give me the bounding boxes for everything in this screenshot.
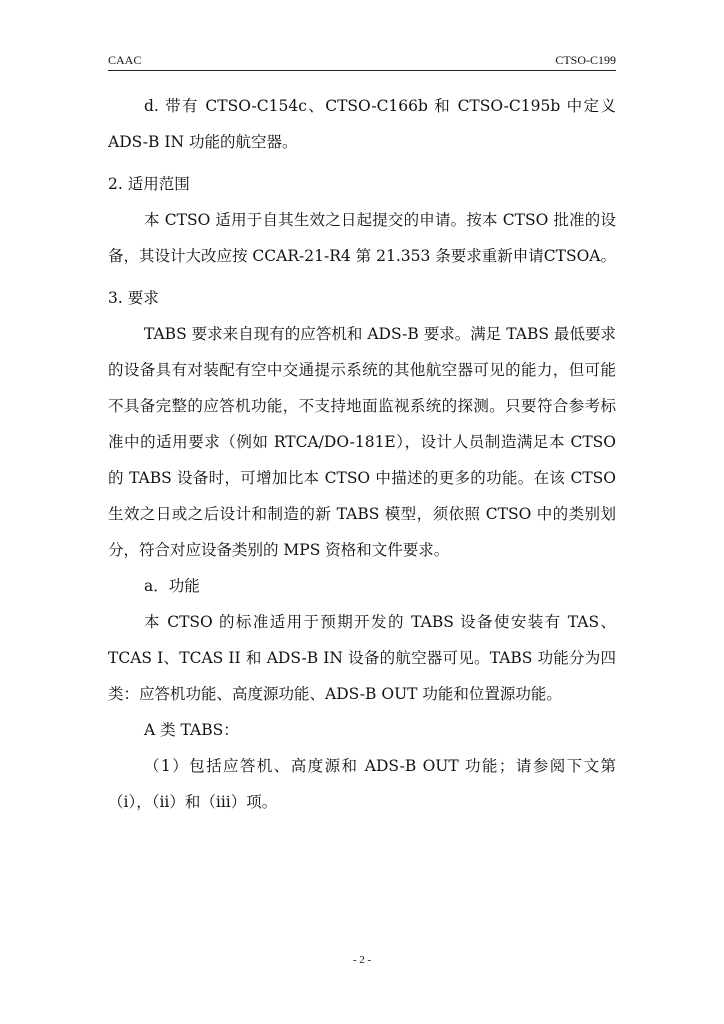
section-heading-requirements: 3. 要求 <box>108 289 159 307</box>
paragraph-requirements: TABS 要求来自现有的应答机和 ADS-B 要求。满足 TABS 最低要求的设备具有对装配有空中交通提示系统的其他航空器可见的能力，但可能不具备完整的应答机功能，不支持地面监视系统的探测。只要符合参考标准中的适用要求（例如 RTCA/DO-181E），设计人员制造满足本 CTSO 的 TABS 设备时，可增加比本 CTSO 中描述的更多的功能。在该 CTSO 生效之日或之后设计和制造的新 TABS 模型，须依照 CTSO 中的类别划分，符合对应设备类别的 MPS 资格和文件要求。 <box>108 325 616 559</box>
paragraph-applicability: 本 CTSO 适用于自其生效之日起提交的申请。按本 CTSO 批准的设备，其设计大改应按 CCAR-21-R4 第 21.353 条要求重新申请CTSOA。 <box>108 211 616 265</box>
list-item-1: （1）包括应答机、高度源和 ADS-B OUT 功能；请参阅下文第（i），（ii）和（iii）项。 <box>108 757 616 811</box>
document-body <box>108 88 616 820</box>
subheading-function: a．功能 <box>144 577 200 595</box>
section-heading-applicability: 2. 适用范围 <box>108 175 190 193</box>
header-left-text: CAAC <box>108 53 142 67</box>
page-number: - 2 - <box>352 954 372 966</box>
header-right-text: CTSO-C199 <box>555 53 616 67</box>
page-header <box>108 52 616 71</box>
class-a-label: A 类 TABS： <box>144 721 239 739</box>
paragraph-function: 本 CTSO 的标准适用于预期开发的 TABS 设备使安装有 TAS、TCAS I、TCAS II 和 ADS-B IN 设备的航空器可见。TABS 功能分为四类：应答机功能、高度源功能、ADS-B OUT 功能和位置源功能。 <box>108 613 616 703</box>
paragraph-item-d: d. 带有 CTSO-C154c、CTSO-C166b 和 CTSO-C195b 中定义ADS-B IN 功能的航空器。 <box>108 97 616 151</box>
